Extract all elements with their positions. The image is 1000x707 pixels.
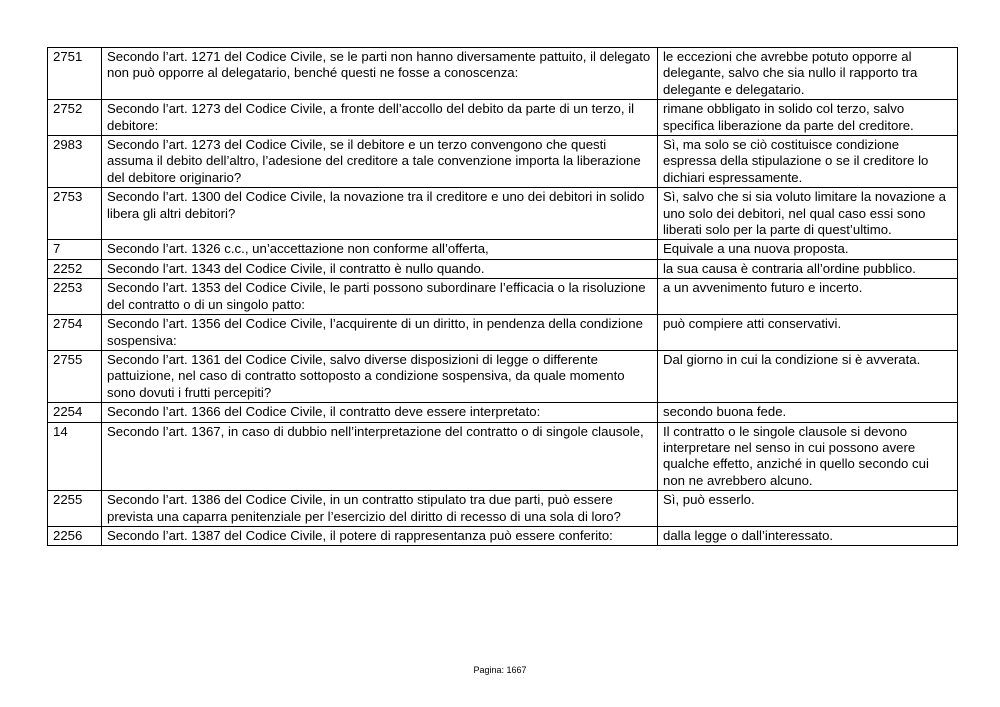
- question-id: 2254: [48, 403, 102, 422]
- page-number: Pagina: 1667: [473, 665, 527, 675]
- question-id: 2755: [48, 350, 102, 402]
- answer-text: secondo buona fede.: [658, 403, 958, 422]
- question-id: 2983: [48, 136, 102, 188]
- question-id: 2753: [48, 188, 102, 240]
- qa-table: [47, 47, 958, 546]
- question-text: Secondo l’art. 1356 del Codice Civile, l’acquirente di un diritto, in pendenza della condizione sospensiva:: [102, 315, 658, 351]
- question-text: Secondo l’art. 1386 del Codice Civile, in un contratto stipulato tra due parti, può essere prevista una caparra penitenziale per l’esercizio del diritto di recesso di una sola di loro?: [102, 491, 658, 527]
- answer-text: Dal giorno in cui la condizione si è avverata.: [658, 350, 958, 402]
- table-row: [48, 259, 958, 278]
- table-row: [48, 526, 958, 545]
- table-row: [48, 350, 958, 402]
- question-id: 2751: [48, 48, 102, 100]
- table-row: [48, 136, 958, 188]
- question-id: 2754: [48, 315, 102, 351]
- answer-text: Equivale a una nuova proposta.: [658, 240, 958, 259]
- question-id: 7: [48, 240, 102, 259]
- question-text: Secondo l’art. 1273 del Codice Civile, a fronte dell’accollo del debito da parte di un terzo, il debitore:: [102, 100, 658, 136]
- table-row: [48, 279, 958, 315]
- answer-text: Sì, salvo che si sia voluto limitare la novazione a uno solo dei debitori, nel qual caso essi sono liberati solo per la parte di quest’ultimo.: [658, 188, 958, 240]
- question-text: Secondo l’art. 1326 c.c., un’accettazione non conforme all’offerta,: [102, 240, 658, 259]
- question-text: Secondo l’art. 1387 del Codice Civile, il potere di rappresentanza può essere conferito:: [102, 526, 658, 545]
- question-text: Secondo l’art. 1367, in caso di dubbio nell’interpretazione del contratto o di singole clausole,: [102, 422, 658, 491]
- answer-text: Sì, ma solo se ciò costituisce condizione espressa della stipulazione o se il creditore lo dichiari espressamente.: [658, 136, 958, 188]
- question-text: Secondo l’art. 1271 del Codice Civile, se le parti non hanno diversamente pattuito, il delegato non può opporre al delegatario, benché questi ne fosse a conoscenza:: [102, 48, 658, 100]
- answer-text: la sua causa è contraria all’ordine pubblico.: [658, 259, 958, 278]
- question-id: 2255: [48, 491, 102, 527]
- question-id: 2256: [48, 526, 102, 545]
- question-text: Secondo l’art. 1366 del Codice Civile, il contratto deve essere interpretato:: [102, 403, 658, 422]
- answer-text: Sì, può esserlo.: [658, 491, 958, 527]
- question-id: 2253: [48, 279, 102, 315]
- question-text: Secondo l’art. 1361 del Codice Civile, salvo diverse disposizioni di legge o differente pattuizione, nel caso di contratto sottoposto a condizione sospensiva, da quale momento sono dovuti i frutti percepiti?: [102, 350, 658, 402]
- table-row: [48, 403, 958, 422]
- question-id: 2752: [48, 100, 102, 136]
- table-row: [48, 491, 958, 527]
- table-row: [48, 422, 958, 491]
- answer-text: a un avvenimento futuro e incerto.: [658, 279, 958, 315]
- question-text: Secondo l’art. 1273 del Codice Civile, se il debitore e un terzo convengono che questi assuma il debito dell’altro, l’adesione del creditore a tale convenzione importa la liberazione del debitore originario?: [102, 136, 658, 188]
- answer-text: rimane obbligato in solido col terzo, salvo specifica liberazione da parte del creditore.: [658, 100, 958, 136]
- question-id: 2252: [48, 259, 102, 278]
- table-row: [48, 315, 958, 351]
- table-row: [48, 240, 958, 259]
- answer-text: può compiere atti conservativi.: [658, 315, 958, 351]
- question-text: Secondo l’art. 1353 del Codice Civile, le parti possono subordinare l’efficacia o la risoluzione del contratto o di un singolo patto:: [102, 279, 658, 315]
- answer-text: dalla legge o dall’interessato.: [658, 526, 958, 545]
- question-text: Secondo l’art. 1300 del Codice Civile, la novazione tra il creditore e uno dei debitori in solido libera gli altri debitori?: [102, 188, 658, 240]
- question-id: 14: [48, 422, 102, 491]
- question-text: Secondo l’art. 1343 del Codice Civile, il contratto è nullo quando.: [102, 259, 658, 278]
- table-row: [48, 100, 958, 136]
- answer-text: le eccezioni che avrebbe potuto opporre al delegante, salvo che sia nullo il rapporto tra delegante e delegatario.: [658, 48, 958, 100]
- answer-text: Il contratto o le singole clausole si devono interpretare nel senso in cui possono avere qualche effetto, anziché in quello secondo cui non ne avrebbero alcuno.: [658, 422, 958, 491]
- table-row: [48, 188, 958, 240]
- table-row: [48, 48, 958, 100]
